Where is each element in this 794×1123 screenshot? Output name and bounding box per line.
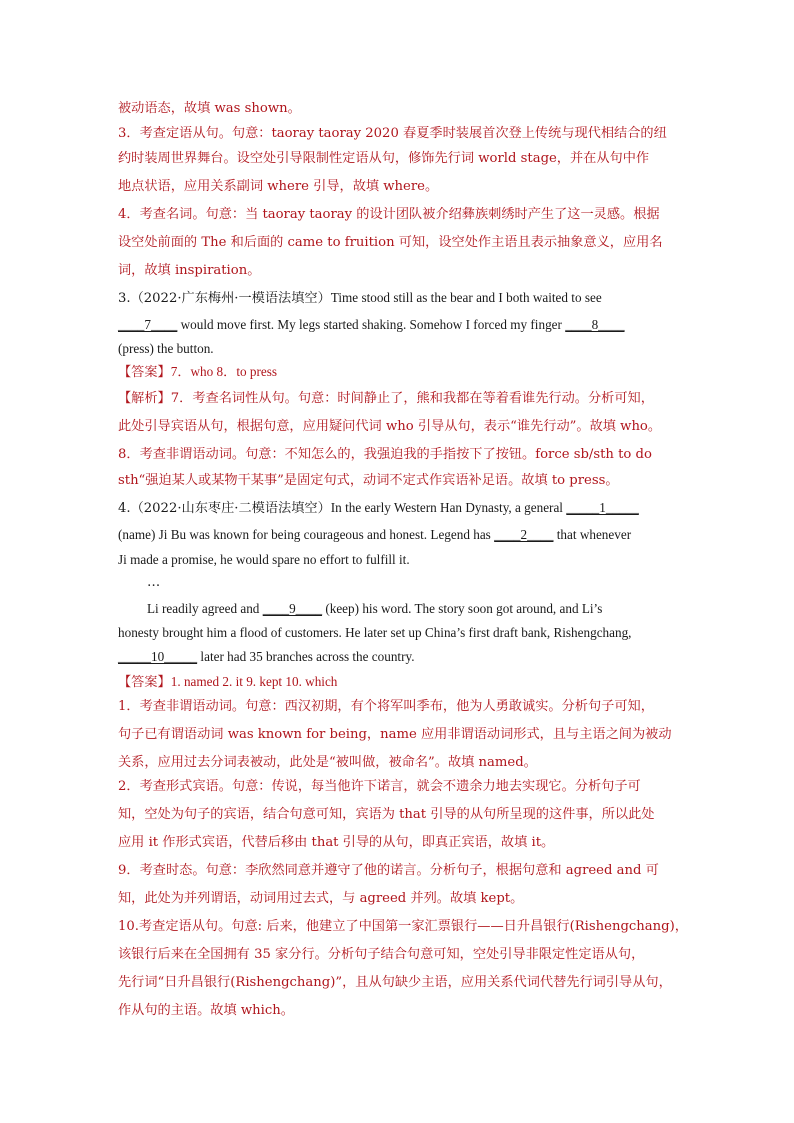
blank-2: ____2____ bbox=[494, 527, 554, 542]
explanation-line: 关系，应用过去分词表被动，此处是“被叫做，被命名”。故填 named。 bbox=[118, 755, 537, 770]
explanation-line: 知，空处为句子的宾语，结合句意可知，宾语为 that 引导的从句所呈现的这件事，所以此处 bbox=[118, 807, 655, 822]
blank-8: ____8____ bbox=[565, 317, 625, 332]
question-text-line: honesty brought him a flood of customers. He later set up China’s first draft bank, Rishengchang, bbox=[118, 625, 632, 640]
answer-text: 1. named 2. it 9. kept 10. which bbox=[170, 674, 338, 689]
explanation-line: 句子已有谓语动词 was known for being，name 应用非谓语动词形式，且与主语之间为被动 bbox=[118, 727, 672, 742]
question-text: (name) Ji Bu was known for being courageous and honest. Legend has bbox=[118, 527, 495, 542]
explanation-line: 此处引导宾语从句，根据句意，应用疑问代词 who 引导从句，表示“谁先行动”。故填 who。 bbox=[118, 419, 662, 434]
question-text: that whenever bbox=[553, 527, 632, 542]
question-text-line: Ji made a promise, he would spare no effort to fulfill it. bbox=[118, 552, 410, 567]
question-text: Li readily agreed and bbox=[147, 601, 263, 616]
answer-label: 【答案】 bbox=[118, 365, 171, 380]
explanation-line: 3．考查定语从句。句意：taoray taoray 2020 春夏季时装展首次登上传统与现代相结合的纽 bbox=[118, 126, 667, 141]
question-text-line: (press) the button. bbox=[118, 341, 214, 356]
explanation-line: 作从句的主语。故填 which。 bbox=[118, 1003, 294, 1018]
analysis-label: 【解析】 bbox=[118, 391, 171, 406]
explanation-line: 设空处前面的 The 和后面的 came to fruition 可知，设空处作主语且表示抽象意义，应用名 bbox=[118, 235, 663, 250]
answer-label: 【答案】 bbox=[118, 675, 171, 690]
analysis-line bbox=[118, 390, 654, 408]
question-text-line bbox=[118, 526, 631, 544]
answer-line bbox=[118, 673, 337, 692]
explanation-line: 知，此处为并列谓语，动词用过去式，与 agreed 并列。故填 kept。 bbox=[118, 891, 524, 906]
explanation-line: 约时装周世界舞台。设空处引导限制性定语从句，修饰先行词 world stage，并在从句中作 bbox=[118, 151, 650, 166]
explanation-line: 10.考查定语从句。句意: 后来，他建立了中国第一家汇票银行——日升昌银行(Rishengchang)， bbox=[118, 919, 688, 934]
question-header bbox=[118, 289, 602, 308]
ellipsis: … bbox=[147, 575, 161, 590]
answer-text: 7．who 8．to press bbox=[170, 364, 277, 379]
question-text: later had 35 branches across the country. bbox=[197, 649, 415, 664]
question-source: 3.（2022·广东梅州·一模语法填空） bbox=[118, 291, 331, 306]
explanation-line: 8．考查非谓语动词。句意：不知怎么的，我强迫我的手指按下了按钮。force sb/sth to do bbox=[118, 447, 652, 462]
question-text: (keep) his word. The story soon got around, and Li’s bbox=[322, 601, 603, 616]
blank-7: ____7____ bbox=[118, 317, 178, 332]
blank-1: _____1_____ bbox=[566, 500, 639, 515]
explanation-line: 应用 it 作形式宾语，代替后移由 that 引导的从句，即真正宾语，故填 it。 bbox=[118, 835, 555, 850]
answer-line bbox=[118, 363, 277, 382]
explanation-line: 地点状语，应用关系副词 where 引导，故填 where。 bbox=[118, 179, 439, 194]
explanation-line: 2．考查形式宾语。句意：传说，每当他许下诺言，就会不遗余力地去实现它。分析句子可 bbox=[118, 779, 641, 794]
explanation-line: 1．考查非谓语动词。句意：西汉初期，有个将军叫季布，他为人勇敢诚实。分析句子可知， bbox=[118, 699, 654, 714]
question-text: would move first. My legs started shaking. Somehow I forced my finger bbox=[177, 317, 566, 332]
explanation-line: sth“强迫某人或某物干某事”是固定句式，动词不定式作宾语补足语。故填 to press。 bbox=[118, 473, 619, 488]
question-text: In the early Western Han Dynasty, a general bbox=[330, 500, 567, 515]
explanation-line: 被动语态，故填 was shown。 bbox=[118, 101, 301, 116]
explanation-line: 9．考查时态。句意：李欣然同意并遵守了他的诺言。分析句子，根据句意和 agreed and 可 bbox=[118, 863, 659, 878]
question-text-line bbox=[118, 316, 625, 334]
question-header bbox=[118, 499, 639, 518]
question-text: Time stood still as the bear and I both waited to see bbox=[330, 290, 602, 305]
explanation-line: 4．考查名词。句意：当 taoray taoray 的设计团队被介绍彝族刺绣时产生了这一灵感。根据 bbox=[118, 207, 660, 222]
question-text-line bbox=[118, 648, 415, 666]
question-text-line bbox=[147, 600, 602, 618]
question-source: 4.（2022·山东枣庄·二模语法填空） bbox=[118, 501, 331, 516]
explanation-line: 词，故填 inspiration。 bbox=[118, 263, 261, 278]
explanation-line: 先行词“日升昌银行(Rishengchang)”，且从句缺少主语，应用关系代词代替先行词引导从句， bbox=[118, 975, 672, 990]
blank-9: ____9____ bbox=[262, 601, 323, 616]
analysis-text: 7．考查名词性从句。句意：时间静止了，熊和我都在等着看谁先行动。分析可知， bbox=[170, 391, 654, 406]
explanation-line: 该银行后来在全国拥有 35 家分行。分析句子结合句意可知，空处引导非限定性定语从句， bbox=[118, 947, 645, 962]
blank-10: _____10_____ bbox=[118, 649, 198, 664]
